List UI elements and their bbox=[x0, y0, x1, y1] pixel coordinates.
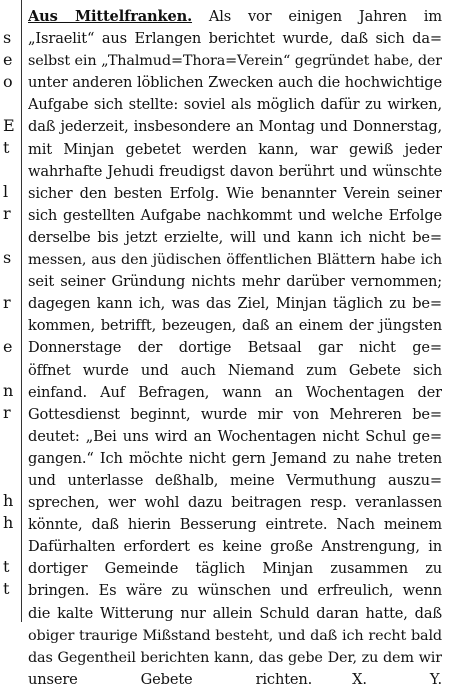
article-line: die kalte Witterung nur allein Schuld daran hatte, daß bbox=[28, 604, 442, 622]
margin-glyph: t bbox=[3, 579, 10, 598]
article-line: Dafürhalten erfordert es keine große Anstrengung, in bbox=[28, 538, 442, 556]
article-line: und unterlasse deßhalb, meine Vermuthung auszu= bbox=[28, 471, 442, 489]
article-line: unter anderen löblichen Zwecken auch die hochwichtige bbox=[28, 74, 442, 92]
article-line: bringen. Es wäre zu wünschen und erfreulich, wenn bbox=[28, 582, 442, 600]
column-rule bbox=[21, 0, 22, 622]
article-line: obiger traurige Mißstand besteht, und daß ich recht bald bbox=[28, 627, 442, 644]
article-line: derselbe bis jetzt erzielte, will und kann ich nicht be= bbox=[28, 228, 442, 246]
article-line: sprechen, wer wohl dazu beitragen resp. veranlassen bbox=[28, 494, 442, 512]
article-line: dortiger Gemeinde täglich Minjan zusammen zu bbox=[28, 560, 442, 578]
margin-glyph: r bbox=[3, 293, 11, 312]
article-line: einfand. Auf Befragen, wann an Wochentagen der bbox=[28, 383, 442, 401]
article-line: könnte, daß hierin Besserung eintrete. Nach meinem bbox=[28, 516, 442, 534]
article-line: daß jederzeit, insbesondere an Montag und Donnerstag, bbox=[28, 118, 442, 136]
article-line: mit Minjan gebetet werden kann, war gewiß jeder bbox=[28, 140, 442, 158]
margin-glyph: r bbox=[3, 204, 11, 223]
article-line: dagegen kann ich, was das Ziel, Minjan täglich zu be= bbox=[28, 295, 442, 313]
margin-glyph: e bbox=[3, 337, 13, 356]
article-line: sicher den besten Erfolg. Wie benannter Verein seiner bbox=[28, 184, 442, 202]
margin-glyph: r bbox=[3, 403, 11, 422]
margin-glyph: h bbox=[3, 513, 14, 532]
article bbox=[28, 6, 442, 691]
article-line: seit seiner Gründung nichts mehr darüber vernommen; bbox=[28, 273, 442, 291]
article-line bbox=[28, 6, 442, 28]
article-line: Gottesdienst beginnt, wurde mir von Mehreren be= bbox=[28, 405, 442, 423]
margin-glyph: s bbox=[3, 28, 12, 47]
margin-glyph: h bbox=[3, 491, 14, 510]
article-line: „Israelit“ aus Erlangen berichtet wurde, daß sich da= bbox=[28, 30, 442, 48]
article-line: selbst ein „Thalmud=Thora=Verein“ gegründet habe, der bbox=[28, 53, 442, 70]
article-line bbox=[28, 669, 442, 691]
margin-glyph: t bbox=[3, 138, 10, 157]
margin-glyph: o bbox=[3, 72, 13, 91]
article-line: gangen.“ Ich möchte nicht gern Jemand zu nahe treten bbox=[28, 449, 442, 467]
article-signature: X. Y. bbox=[352, 670, 442, 688]
margin-glyph: t bbox=[3, 557, 10, 576]
article-line: deutet: „Bei uns wird an Wochentagen nicht Schul ge= bbox=[28, 427, 442, 445]
margin-glyph: e bbox=[3, 50, 13, 69]
margin-glyph: E bbox=[3, 116, 15, 135]
article-closing-text: unsere Gebete richten. bbox=[28, 670, 313, 688]
article-line: kommen, betrifft, bezeugen, daß an einem der jüngsten bbox=[28, 317, 442, 335]
adjacent-column-fragment bbox=[0, 0, 20, 622]
margin-glyph: n bbox=[3, 381, 14, 400]
article-headline: Aus Mittelfranken. bbox=[28, 8, 193, 25]
article-line: sich gestellten Aufgabe nachkommt und welche Erfolge bbox=[28, 206, 442, 224]
article-line: Donnerstage der dortige Betsaal gar nicht ge= bbox=[28, 339, 442, 357]
article-line: das Gegentheil berichten kann, das gebe Der, zu dem wir bbox=[28, 649, 442, 666]
article-line-text: Als vor einigen Jahren im bbox=[208, 8, 442, 25]
article-line: öffnet wurde und auch Niemand zum Gebete sich bbox=[28, 361, 442, 379]
margin-glyph: s bbox=[3, 248, 12, 267]
article-line: Aufgabe sich stellte: soviel als möglich dafür zu wirken, bbox=[28, 96, 442, 114]
margin-glyph: l bbox=[3, 182, 9, 201]
article-line: wahrhafte Jehudi freudigst davon berührt und wünschte bbox=[28, 162, 442, 180]
article-line: messen, aus den jüdischen öffentlichen Blättern habe ich bbox=[28, 252, 442, 269]
